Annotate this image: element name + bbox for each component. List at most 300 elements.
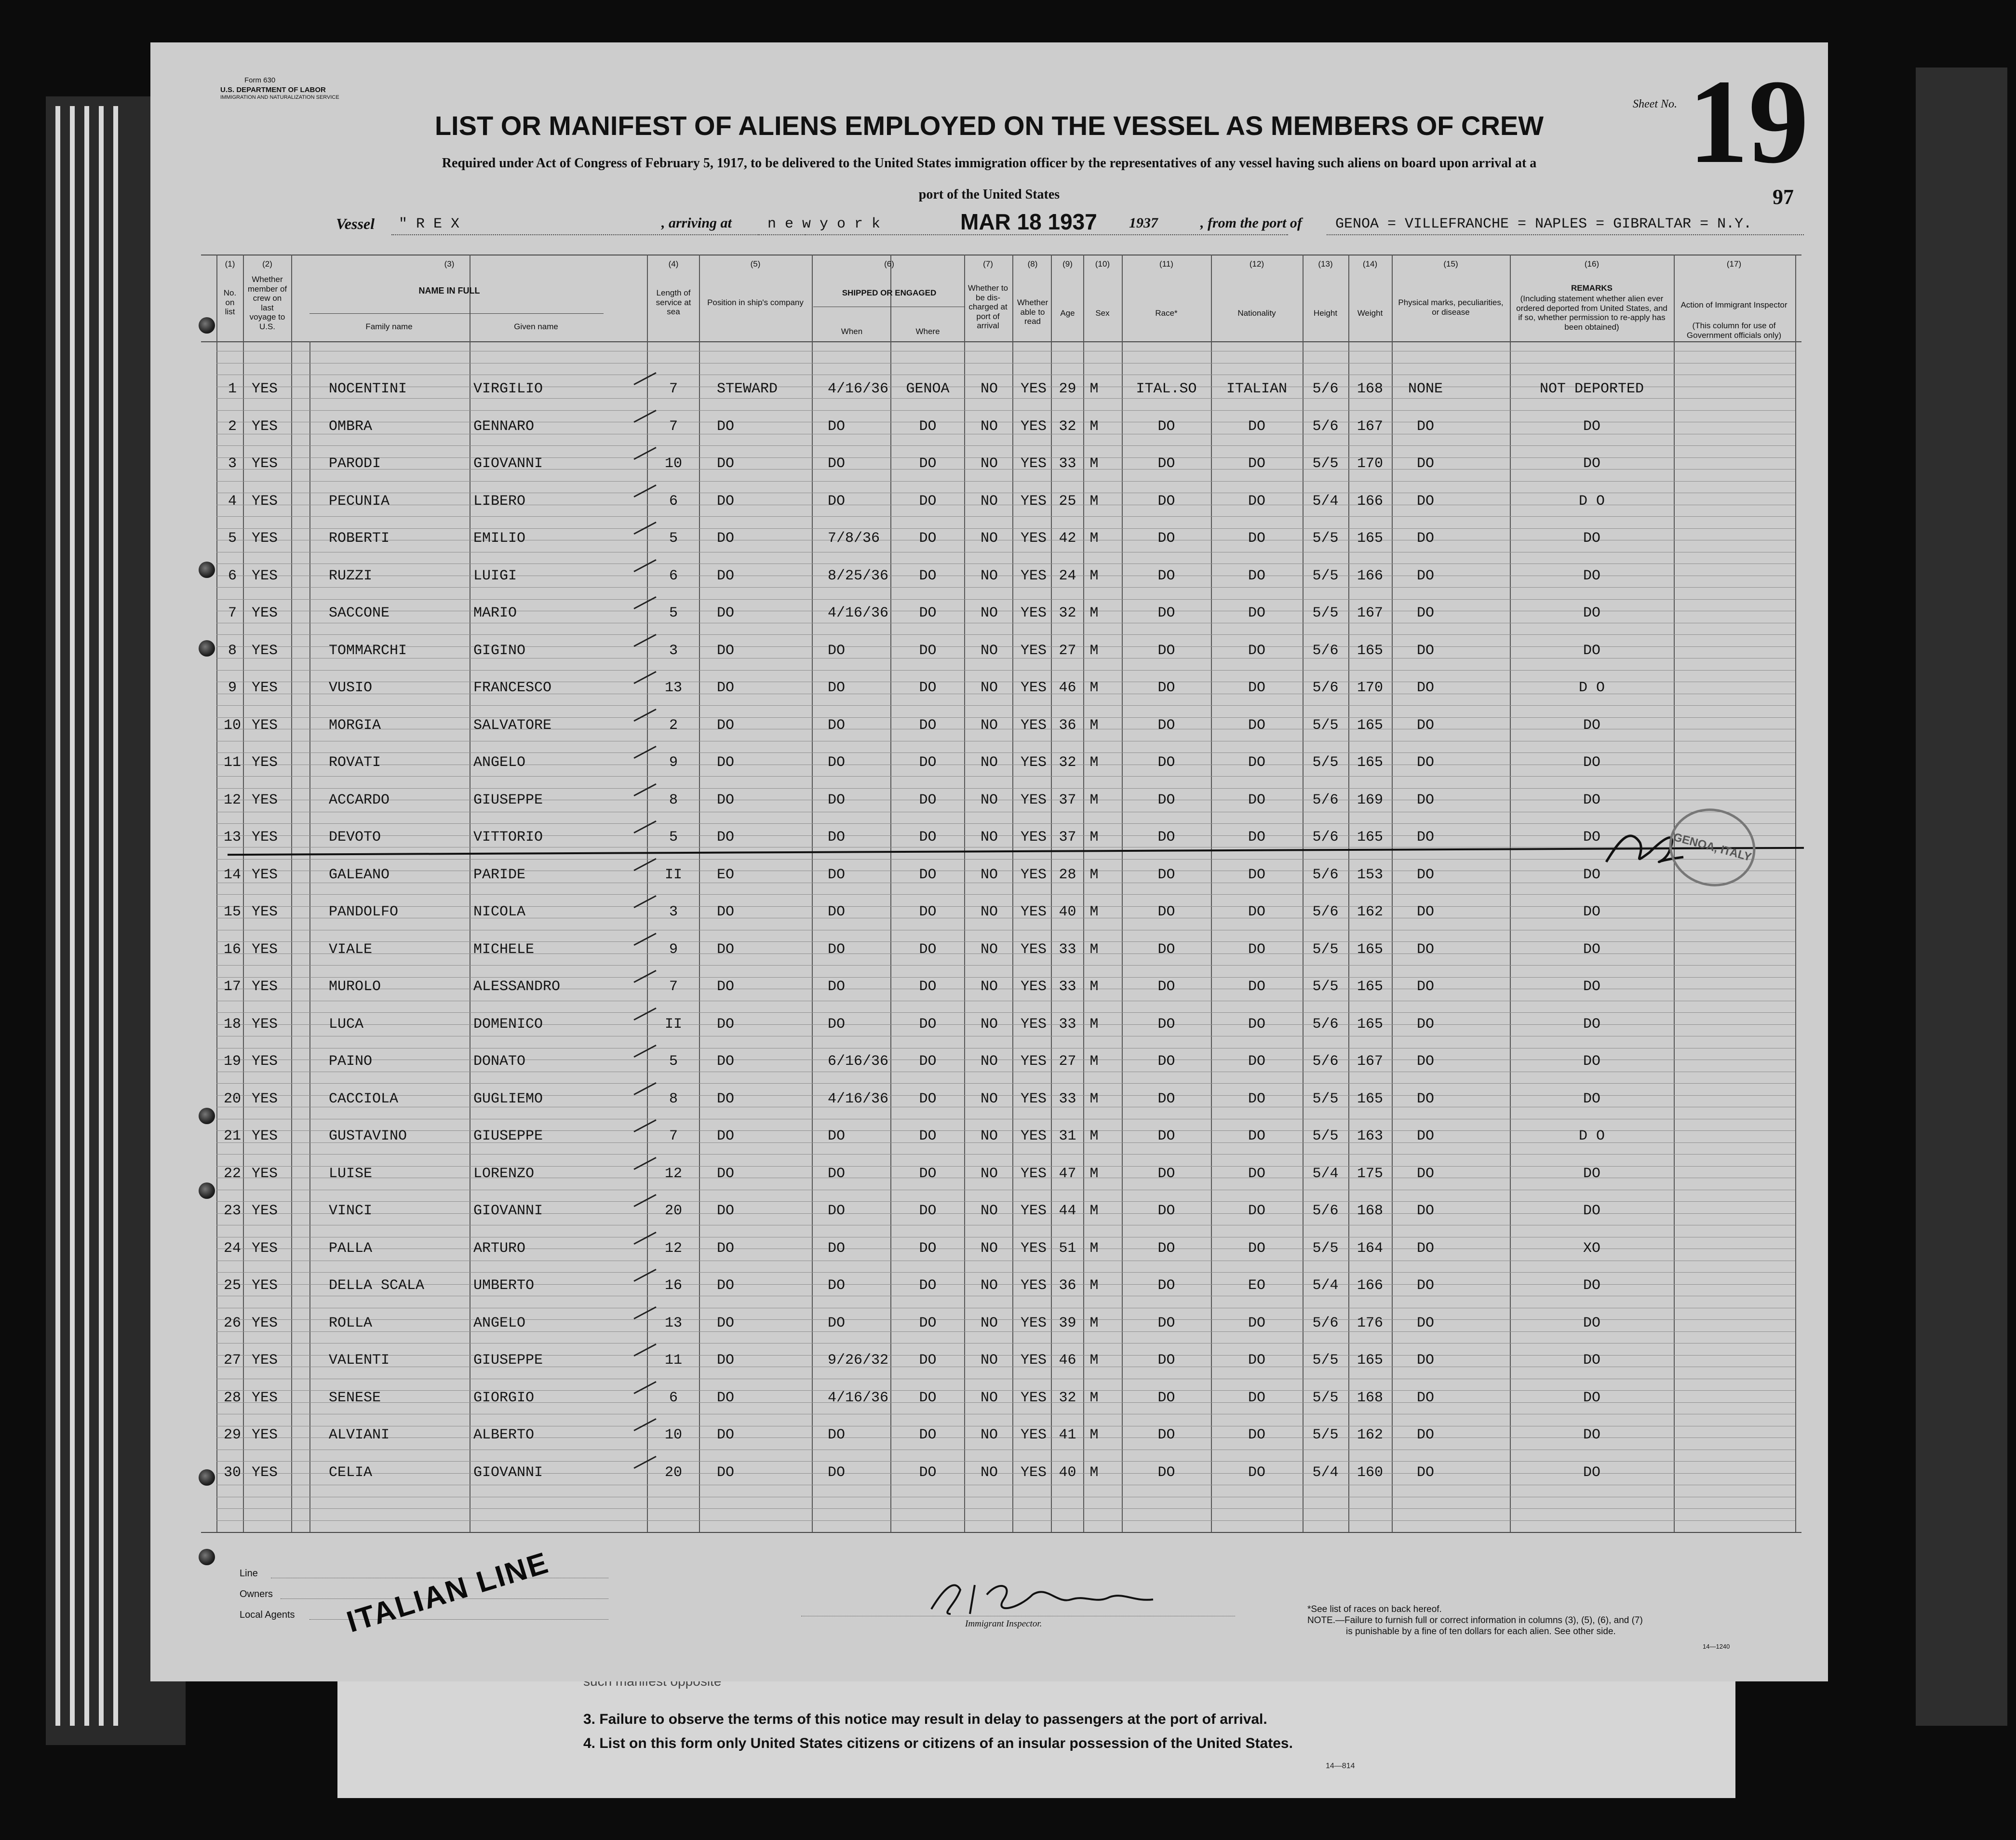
physical-marks: DO [1416, 1240, 1434, 1257]
race: DO [1157, 1016, 1175, 1033]
family-name: LUCA [329, 1016, 364, 1033]
position: EO [717, 867, 735, 883]
able-to-read: YES [1020, 717, 1047, 734]
height: 5/4 [1312, 493, 1339, 510]
age: 32 [1059, 605, 1076, 621]
given-name: GUGLIEMO [473, 1091, 543, 1107]
member-last-voyage: YES [252, 530, 278, 547]
family-name: GALEANO [329, 867, 390, 883]
col-number-17: (17) [1726, 259, 1742, 269]
col-number-2: (2) [262, 259, 272, 269]
member-last-voyage: YES [252, 829, 278, 846]
shipped-when: 4/16/36 [828, 381, 889, 397]
table-row [150, 1091, 1828, 1110]
header-action-note: (This column for use of Government officials only) [1686, 321, 1782, 340]
sex: M [1089, 1315, 1099, 1331]
given-name: ANGELO [473, 1315, 526, 1331]
weight: 169 [1357, 792, 1383, 808]
position: DO [717, 418, 735, 435]
header-race: Race* [1155, 309, 1178, 318]
length-of-service: 5 [669, 605, 678, 621]
discharged: NO [980, 605, 998, 621]
col-number-5: (5) [750, 259, 761, 269]
shipped-when: 7/8/36 [828, 530, 880, 547]
shipped-when: DO [828, 1240, 846, 1257]
sex: M [1089, 979, 1099, 995]
sex: M [1089, 792, 1099, 808]
age: 46 [1059, 680, 1076, 696]
family-name: GUSTAVINO [329, 1128, 407, 1144]
family-name: PECUNIA [329, 493, 390, 510]
family-name: TOMMARCHI [329, 643, 407, 659]
height: 5/5 [1312, 1091, 1339, 1107]
able-to-read: YES [1020, 1277, 1047, 1294]
shipped-when: DO [828, 754, 846, 771]
position: DO [717, 1166, 735, 1182]
height: 5/5 [1312, 605, 1339, 621]
header-discharged: Whether to be dis-charged at port of arrival [968, 283, 1008, 331]
physical-marks: DO [1416, 1464, 1434, 1481]
member-last-voyage: YES [252, 605, 278, 621]
table-row [150, 1203, 1828, 1222]
discharged: NO [980, 904, 998, 920]
able-to-read: YES [1020, 904, 1047, 920]
shipped-where: DO [919, 530, 937, 547]
nationality: DO [1248, 1091, 1265, 1107]
height: 5/6 [1312, 1016, 1339, 1033]
physical-marks: DO [1416, 1091, 1434, 1107]
length-of-service: 6 [669, 493, 678, 510]
able-to-read: YES [1020, 1053, 1047, 1070]
member-last-voyage: YES [252, 680, 278, 696]
header-shipped-or-engaged: SHIPPED OR ENGAGED [842, 288, 937, 297]
height: 5/5 [1312, 568, 1339, 584]
shipped-where: DO [919, 1352, 937, 1369]
length-of-service: 20 [664, 1203, 682, 1219]
weight: 170 [1357, 680, 1383, 696]
given-name: ARTURO [473, 1240, 526, 1257]
col-number-14: (14) [1362, 259, 1378, 269]
inspector-label: Immigrant Inspector. [965, 1619, 1042, 1629]
sex: M [1089, 904, 1099, 920]
given-name: UMBERTO [473, 1277, 535, 1294]
position: DO [717, 941, 735, 958]
race: ITAL.SO [1136, 381, 1197, 397]
nationality: DO [1248, 643, 1265, 659]
remarks: DO [1583, 829, 1600, 846]
shipped-where: DO [919, 717, 937, 734]
header-action-of-inspector: Action of Immigrant Inspector [1680, 300, 1788, 309]
shipped-when: DO [828, 904, 846, 920]
height: 5/6 [1312, 381, 1339, 397]
race: DO [1157, 1128, 1175, 1144]
row-number: 22 [223, 1166, 241, 1182]
shipped-when: 4/16/36 [828, 1091, 889, 1107]
family-name: SENESE [329, 1390, 381, 1406]
age: 51 [1059, 1240, 1076, 1257]
header-age: Age [1060, 309, 1075, 318]
service-name: IMMIGRATION AND NATURALIZATION SERVICE [220, 94, 339, 100]
length-of-service: 13 [664, 1315, 682, 1331]
family-name: VIALE [329, 941, 373, 958]
header-physical-marks: Physical marks, peculiarities, or disease [1398, 298, 1504, 317]
member-last-voyage: YES [252, 1464, 278, 1481]
nationality: DO [1248, 1464, 1265, 1481]
row-number: 5 [228, 530, 237, 547]
sex: M [1089, 1203, 1099, 1219]
family-name: DEVOTO [329, 829, 381, 846]
able-to-read: YES [1020, 1166, 1047, 1182]
age: 37 [1059, 792, 1076, 808]
discharged: NO [980, 979, 998, 995]
remarks: DO [1583, 568, 1600, 584]
row-number: 27 [223, 1352, 241, 1369]
row-number: 26 [223, 1315, 241, 1331]
remarks: XO [1583, 1240, 1600, 1257]
discharged: NO [980, 1016, 998, 1033]
member-last-voyage: YES [252, 1016, 278, 1033]
race: DO [1157, 1203, 1175, 1219]
remarks: DO [1583, 418, 1600, 435]
form-title: LIST OR MANIFEST OF ALIENS EMPLOYED ON THE VESSEL AS MEMBERS OF CREW [434, 110, 1544, 141]
age: 27 [1059, 643, 1076, 659]
age: 33 [1059, 456, 1076, 472]
discharged: NO [980, 568, 998, 584]
punch-hole [199, 317, 215, 334]
able-to-read: YES [1020, 1464, 1047, 1481]
weight: 165 [1357, 643, 1383, 659]
given-name: PARIDE [473, 867, 526, 883]
discharged: NO [980, 381, 998, 397]
age: 24 [1059, 568, 1076, 584]
length-of-service: 9 [669, 754, 678, 771]
member-last-voyage: YES [252, 493, 278, 510]
position: DO [717, 1427, 735, 1443]
discharged: NO [980, 456, 998, 472]
discharged: NO [980, 1464, 998, 1481]
able-to-read: YES [1020, 1016, 1047, 1033]
row-number: 16 [223, 941, 241, 958]
inspector-signature [902, 1575, 1211, 1624]
physical-marks: DO [1416, 493, 1434, 510]
family-name: PANDOLFO [329, 904, 399, 920]
nationality: DO [1248, 680, 1265, 696]
nationality: DO [1248, 456, 1265, 472]
discharged: NO [980, 1240, 998, 1257]
member-last-voyage: YES [252, 1315, 278, 1331]
sex: M [1089, 1277, 1099, 1294]
discharged: NO [980, 754, 998, 771]
given-name: GIOVANNI [473, 1203, 543, 1219]
weight: 162 [1357, 904, 1383, 920]
sex: M [1089, 1091, 1099, 1107]
nationality: DO [1248, 904, 1265, 920]
weight: 164 [1357, 1240, 1383, 1257]
remarks: DO [1583, 1464, 1600, 1481]
discharged: NO [980, 1128, 998, 1144]
physical-marks: DO [1416, 829, 1434, 846]
physical-marks: DO [1416, 867, 1434, 883]
given-name: EMILIO [473, 530, 526, 547]
races-note: *See list of races on back hereof. [1307, 1604, 1442, 1614]
sex: M [1089, 530, 1099, 547]
member-last-voyage: YES [252, 568, 278, 584]
able-to-read: YES [1020, 418, 1047, 435]
given-name: GIGINO [473, 643, 526, 659]
discharged: NO [980, 1315, 998, 1331]
able-to-read: YES [1020, 1240, 1047, 1257]
row-number: 2 [228, 418, 237, 435]
height: 5/5 [1312, 979, 1339, 995]
weight: 165 [1357, 941, 1383, 958]
nationality: DO [1248, 979, 1265, 995]
weight: 165 [1357, 829, 1383, 846]
length-of-service: 6 [669, 568, 678, 584]
family-name: PARODI [329, 456, 381, 472]
length-of-service: 20 [664, 1464, 682, 1481]
year: 1937 [1129, 215, 1158, 231]
weight: 162 [1357, 1427, 1383, 1443]
table-row [150, 867, 1828, 886]
length-of-service: 16 [664, 1277, 682, 1294]
given-name: GIOVANNI [473, 456, 543, 472]
age: 32 [1059, 1390, 1076, 1406]
sheet-number: 19 [1688, 55, 1809, 188]
header-remarks: REMARKS [1571, 283, 1613, 293]
table-row [150, 381, 1828, 400]
able-to-read: YES [1020, 1203, 1047, 1219]
able-to-read: YES [1020, 829, 1047, 846]
position: DO [717, 754, 735, 771]
sex: M [1089, 1128, 1099, 1144]
sex: M [1089, 456, 1099, 472]
row-number: 8 [228, 643, 237, 659]
given-name: LIBERO [473, 493, 526, 510]
remarks: DO [1583, 941, 1600, 958]
given-name: DOMENICO [473, 1016, 543, 1033]
position: DO [717, 493, 735, 510]
height: 5/6 [1312, 904, 1339, 920]
remarks: DO [1583, 456, 1600, 472]
able-to-read: YES [1020, 605, 1047, 621]
position: DO [717, 904, 735, 920]
physical-marks: DO [1416, 1352, 1434, 1369]
under-sheet-code: 14—814 [1326, 1762, 1355, 1770]
able-to-read: YES [1020, 456, 1047, 472]
table-row [150, 456, 1828, 475]
remarks: DO [1583, 867, 1600, 883]
height: 5/6 [1312, 1053, 1339, 1070]
race: DO [1157, 1464, 1175, 1481]
length-of-service: 12 [664, 1166, 682, 1182]
length-of-service: 3 [669, 904, 678, 920]
age: 40 [1059, 904, 1076, 920]
header-able-to-read: Whether able to read [1017, 298, 1048, 326]
length-of-service: 13 [664, 680, 682, 696]
penalty-note-cont: is punishable by a fine of ten dollars for each alien. See other side. [1346, 1626, 1616, 1637]
able-to-read: YES [1020, 792, 1047, 808]
shipped-when: DO [828, 979, 846, 995]
family-name: MUROLO [329, 979, 381, 995]
nationality: DO [1248, 1240, 1265, 1257]
family-name: VINCI [329, 1203, 373, 1219]
able-to-read: YES [1020, 1091, 1047, 1107]
col-number-16: (16) [1584, 259, 1599, 269]
col-number-4: (4) [668, 259, 679, 269]
position: DO [717, 1352, 735, 1369]
able-to-read: YES [1020, 1128, 1047, 1144]
family-name: CELIA [329, 1464, 373, 1481]
member-last-voyage: YES [252, 754, 278, 771]
race: DO [1157, 1053, 1175, 1070]
height: 5/6 [1312, 643, 1339, 659]
discharged: NO [980, 792, 998, 808]
shipped-where: DO [919, 754, 937, 771]
age: 40 [1059, 1464, 1076, 1481]
race: DO [1157, 717, 1175, 734]
family-name: CACCIOLA [329, 1091, 399, 1107]
shipped-when: DO [828, 456, 846, 472]
nationality: DO [1248, 717, 1265, 734]
remarks: DO [1583, 530, 1600, 547]
nationality: DO [1248, 1128, 1265, 1144]
discharged: NO [980, 867, 998, 883]
nationality: DO [1248, 568, 1265, 584]
physical-marks: DO [1416, 530, 1434, 547]
position: DO [717, 1240, 735, 1257]
shipped-where: DO [919, 568, 937, 584]
remarks: DO [1583, 717, 1600, 734]
table-row [150, 1128, 1828, 1147]
race: DO [1157, 530, 1175, 547]
discharged: NO [980, 1166, 998, 1182]
family-name: VUSIO [329, 680, 373, 696]
race: DO [1157, 418, 1175, 435]
member-last-voyage: YES [252, 381, 278, 397]
given-name: MICHELE [473, 941, 535, 958]
discharged: NO [980, 1277, 998, 1294]
col-number-3: (3) [444, 259, 455, 269]
age: 32 [1059, 418, 1076, 435]
member-last-voyage: YES [252, 1053, 278, 1070]
remarks: DO [1583, 1315, 1600, 1331]
member-last-voyage: YES [252, 717, 278, 734]
discharged: NO [980, 418, 998, 435]
shipped-where: DO [919, 1091, 937, 1107]
able-to-read: YES [1020, 1390, 1047, 1406]
table-row [150, 1240, 1828, 1260]
physical-marks: DO [1416, 904, 1434, 920]
length-of-service: 10 [664, 1427, 682, 1443]
shipped-where: DO [919, 867, 937, 883]
header-family-name: Family name [365, 322, 413, 331]
race: DO [1157, 493, 1175, 510]
table-row [150, 754, 1828, 774]
family-name: VALENTI [329, 1352, 390, 1369]
col-number-7: (7) [983, 259, 993, 269]
shipped-when: 4/16/36 [828, 1390, 889, 1406]
shipped-when: DO [828, 1427, 846, 1443]
page-number: 97 [1773, 185, 1794, 209]
table-row [150, 1390, 1828, 1409]
nationality: DO [1248, 941, 1265, 958]
length-of-service: 3 [669, 643, 678, 659]
physical-marks: DO [1416, 1315, 1434, 1331]
length-of-service: II [664, 1016, 682, 1033]
table-row [150, 829, 1828, 848]
row-number: 21 [223, 1128, 241, 1144]
physical-marks: DO [1416, 792, 1434, 808]
nationality: DO [1248, 1203, 1265, 1219]
row-number: 11 [223, 754, 241, 771]
department: U.S. DEPARTMENT OF LABOR [220, 86, 326, 94]
given-name: ALESSANDRO [473, 979, 561, 995]
discharged: NO [980, 1352, 998, 1369]
member-last-voyage: YES [252, 456, 278, 472]
family-name: DELLA SCALA [329, 1277, 425, 1294]
member-last-voyage: YES [252, 792, 278, 808]
shipped-where: DO [919, 1016, 937, 1033]
race: DO [1157, 867, 1175, 883]
nationality: DO [1248, 1427, 1265, 1443]
sex: M [1089, 493, 1099, 510]
nationality: DO [1248, 493, 1265, 510]
sex: M [1089, 941, 1099, 958]
shipped-when: 4/16/36 [828, 605, 889, 621]
row-number: 14 [223, 867, 241, 883]
punch-hole [199, 1549, 215, 1565]
sex: M [1089, 1390, 1099, 1406]
able-to-read: YES [1020, 1427, 1047, 1443]
shipped-where: DO [919, 1315, 937, 1331]
member-last-voyage: YES [252, 1091, 278, 1107]
remarks: DO [1583, 605, 1600, 621]
weight: 166 [1357, 493, 1383, 510]
weight: 165 [1357, 530, 1383, 547]
member-last-voyage: YES [252, 1427, 278, 1443]
shipped-when: DO [828, 493, 846, 510]
able-to-read: YES [1020, 941, 1047, 958]
member-last-voyage: YES [252, 1352, 278, 1369]
shipped-where: DO [919, 829, 937, 846]
remarks: DO [1583, 1016, 1600, 1033]
col-number-10: (10) [1095, 259, 1110, 269]
table-row [150, 979, 1828, 998]
discharged: NO [980, 941, 998, 958]
given-name: VIRGILIO [473, 381, 543, 397]
length-of-service: 9 [669, 941, 678, 958]
given-name: LORENZO [473, 1166, 535, 1182]
table-row [150, 1053, 1828, 1073]
remarks: DO [1583, 1203, 1600, 1219]
nationality: DO [1248, 1166, 1265, 1182]
position: DO [717, 456, 735, 472]
age: 36 [1059, 717, 1076, 734]
discharged: NO [980, 717, 998, 734]
table-row [150, 1315, 1828, 1334]
shipped-where: DO [919, 493, 937, 510]
sex: M [1089, 1240, 1099, 1257]
race: DO [1157, 605, 1175, 621]
race: DO [1157, 456, 1175, 472]
shipped-when: DO [828, 643, 846, 659]
shipped-where: DO [919, 1053, 937, 1070]
nationality: DO [1248, 1315, 1265, 1331]
age: 29 [1059, 381, 1076, 397]
shipped-when: DO [828, 1315, 846, 1331]
weight: 165 [1357, 1016, 1383, 1033]
race: DO [1157, 829, 1175, 846]
